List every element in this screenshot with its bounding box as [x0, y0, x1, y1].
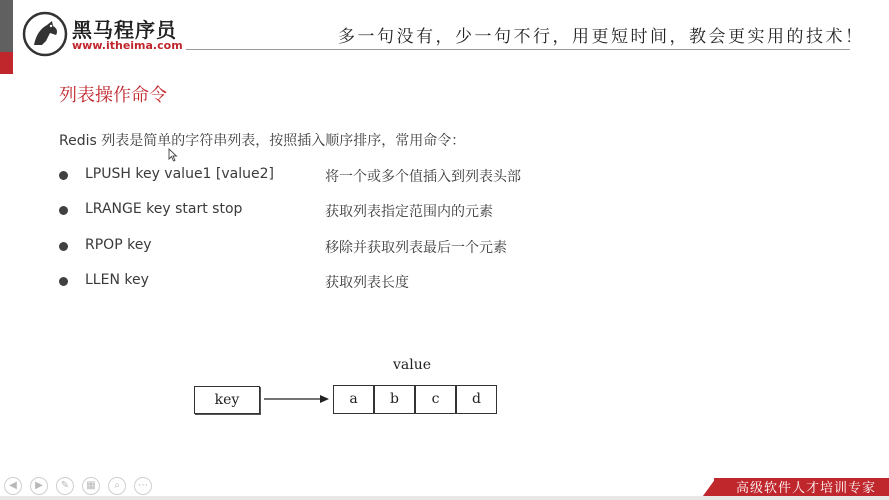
footer-strip: [0, 496, 889, 500]
value-label: value: [393, 357, 432, 373]
command-name: RPOP key: [85, 237, 152, 253]
command-name: LLEN key: [85, 272, 149, 288]
command-description: 获取列表指定范围内的元素: [325, 204, 493, 220]
bullet-icon: [59, 277, 68, 286]
pen-icon[interactable]: ✎: [56, 477, 74, 495]
command-row: [59, 272, 579, 292]
value-cell: d: [456, 385, 497, 414]
value-cell: b: [374, 385, 415, 414]
command-row: [59, 166, 579, 186]
left-accent-bar-dark: [0, 0, 13, 52]
slide-title: 列表操作命令: [59, 85, 167, 106]
intro-text: Redis 列表是简单的字符串列表，按照插入顺序排序，常用命令：: [59, 133, 466, 149]
horse-logo-icon: [22, 11, 68, 57]
key-box: key: [194, 386, 260, 414]
arrow-icon: [264, 392, 330, 406]
logo-name: 黑马程序员: [72, 18, 177, 42]
command-description: 获取列表长度: [325, 275, 409, 291]
header-divider: [186, 49, 850, 50]
left-accent-bar-red: [0, 52, 13, 74]
command-row: [59, 237, 579, 257]
slides-icon[interactable]: ▦: [82, 477, 100, 495]
command-name: LRANGE key start stop: [85, 201, 243, 217]
value-cell: c: [415, 385, 456, 414]
command-description: 移除并获取列表最后一个元素: [325, 240, 507, 256]
value-cell: a: [333, 385, 374, 414]
command-name: LPUSH key value1 [value2]: [85, 166, 274, 182]
slogan: 多一句没有，少一句不行，用更短时间，教会更实用的技术！: [338, 27, 865, 47]
mouse-cursor-icon: [168, 148, 178, 162]
more-icon[interactable]: ⋯: [134, 477, 152, 495]
bullet-icon: [59, 171, 68, 180]
logo: [22, 11, 182, 57]
prev-icon[interactable]: ◀: [4, 477, 22, 495]
logo-url: www.itheima.com: [72, 39, 183, 52]
zoom-icon[interactable]: ⌕: [108, 477, 126, 495]
next-icon[interactable]: ▶: [30, 477, 48, 495]
bullet-icon: [59, 242, 68, 251]
bullet-icon: [59, 206, 68, 215]
footer-banner: 高级软件人才培训专家: [714, 478, 889, 500]
command-description: 将一个或多个值插入到列表头部: [325, 169, 521, 185]
command-row: [59, 201, 579, 221]
